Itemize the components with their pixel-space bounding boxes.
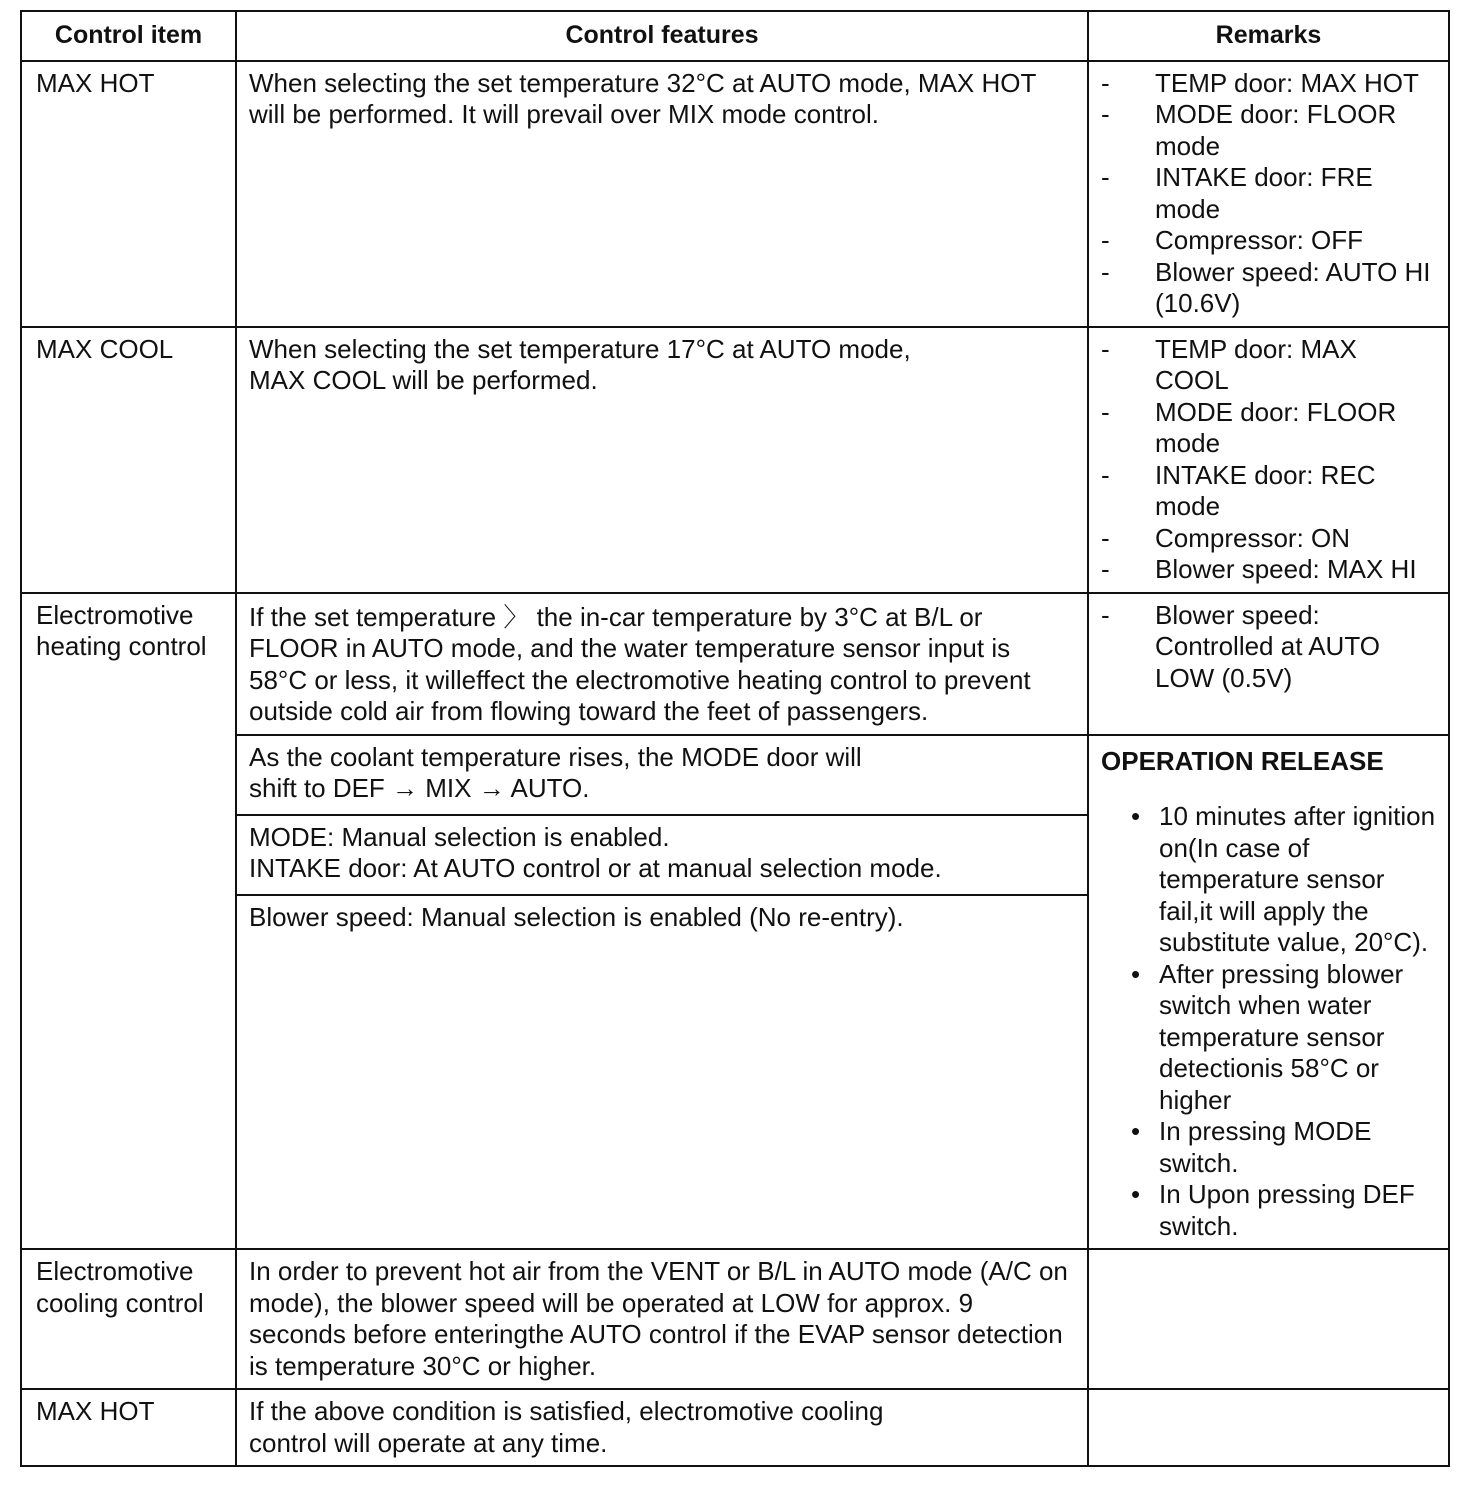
- feature-max-hot: When selecting the set temperature 32°C at AUTO mode, MAX HOT will be performed. It will prevail over MIX mode control.: [236, 61, 1088, 327]
- feature-cooling: In order to prevent hot air from the VENT or B/L in AUTO mode (A/C on mode), the blower speed will be operated at LOW for approx. 9 seconds before enteringthe AUTO control if the EVAP sensor detection is temperature 30°C or higher.: [236, 1249, 1088, 1389]
- remarks-list-max-cool: [1101, 334, 1436, 586]
- feature-line: As the coolant temperature rises, the MODE door will: [249, 741, 862, 772]
- control-spec-table: [20, 10, 1450, 1467]
- table-row-max-hot-2: [21, 1389, 1449, 1466]
- remarks-list-heating: [1101, 600, 1436, 695]
- item-line: Electromotive: [36, 1256, 194, 1286]
- table-row-heating-sub1: [21, 735, 1449, 815]
- remarks-max-hot-2: [1088, 1389, 1449, 1466]
- list-item: - MODE door: FLOOR mode: [1101, 99, 1436, 162]
- operation-release-title: OPERATION RELEASE: [1101, 745, 1384, 776]
- remarks-max-cool: [1088, 327, 1449, 593]
- table-row-heating: [21, 593, 1449, 735]
- control-item-cooling: [21, 1249, 236, 1389]
- list-item: • After pressing blower switch when water temperature sensor detectionis 58°C or higher: [1101, 959, 1436, 1117]
- table-row-max-hot: [21, 61, 1449, 327]
- item-line: Electromotive: [36, 599, 194, 630]
- feature-max-cool: [236, 327, 1088, 593]
- item-line: cooling control: [36, 1287, 204, 1318]
- feature-heating-sub1: [236, 735, 1088, 815]
- feature-line: When selecting the set temperature 17°C at AUTO mode,: [249, 333, 911, 364]
- list-item: - INTAKE door: FRE mode: [1101, 162, 1436, 225]
- remarks-operation-release: [1088, 735, 1449, 1250]
- feature-heating-sub3: Blower speed: Manual selection is enabled (No re-entry).: [236, 895, 1088, 1249]
- list-item: - Blower speed: MAX HI: [1101, 554, 1436, 586]
- table-row-max-cool: [21, 327, 1449, 593]
- control-item-heating: [21, 593, 236, 1250]
- list-item: - Compressor: ON: [1101, 523, 1436, 555]
- feature-heating-main: If the set temperature 〉 the in-car temperature by 3°C at B/L or FLOOR in AUTO mode, and the water temperature sensor input is 58°C or less, it willeffect the electromotive heating control to prevent outside cold air from flowing toward the feet of passengers.: [236, 593, 1088, 735]
- feature-line: MODE: Manual selection is enabled.: [249, 821, 670, 852]
- feature-line: shift to DEF → MIX → AUTO.: [249, 773, 590, 803]
- feature-heating-sub2: [236, 815, 1088, 895]
- control-item-max-hot: MAX HOT: [21, 61, 236, 327]
- list-item: • 10 minutes after ignition on(In case of temperature sensor fail,it will apply the substitute value, 20°C).: [1101, 801, 1436, 959]
- list-item: - INTAKE door: REC mode: [1101, 460, 1436, 523]
- list-item: • In pressing MODE switch.: [1101, 1116, 1436, 1179]
- feature-max-hot-2: [236, 1389, 1088, 1466]
- feature-line: If the above condition is satisfied, electromotive cooling: [249, 1396, 884, 1426]
- header-remarks: Remarks: [1088, 11, 1449, 61]
- list-item: - Compressor: OFF: [1101, 225, 1436, 257]
- header-row: [21, 11, 1449, 61]
- operation-release-list: [1101, 801, 1436, 1242]
- list-item: • In Upon pressing DEF switch.: [1101, 1179, 1436, 1242]
- remarks-heating-main: [1088, 593, 1449, 735]
- control-item-max-hot-2: MAX HOT: [21, 1389, 236, 1466]
- list-item: - Blower speed: AUTO HI (10.6V): [1101, 257, 1436, 320]
- remarks-max-hot: [1088, 61, 1449, 327]
- list-item: - Blower speed: Controlled at AUTO LOW (0.5V): [1101, 600, 1436, 695]
- table-row-cooling: [21, 1249, 1449, 1389]
- header-control-item: Control item: [21, 11, 236, 61]
- feature-line: control will operate at any time.: [249, 1427, 608, 1458]
- list-item: - TEMP door: MAX COOL: [1101, 334, 1436, 397]
- remarks-list-max-hot: [1101, 68, 1436, 320]
- list-item: - MODE door: FLOOR mode: [1101, 397, 1436, 460]
- item-line: heating control: [36, 631, 207, 661]
- list-item: - TEMP door: MAX HOT: [1101, 68, 1436, 100]
- feature-line: INTAKE door: At AUTO control or at manual selection mode.: [249, 853, 942, 884]
- feature-line: MAX COOL will be performed.: [249, 365, 598, 395]
- remarks-cooling: [1088, 1249, 1449, 1389]
- header-control-features: Control features: [236, 11, 1088, 61]
- control-item-max-cool: MAX COOL: [21, 327, 236, 593]
